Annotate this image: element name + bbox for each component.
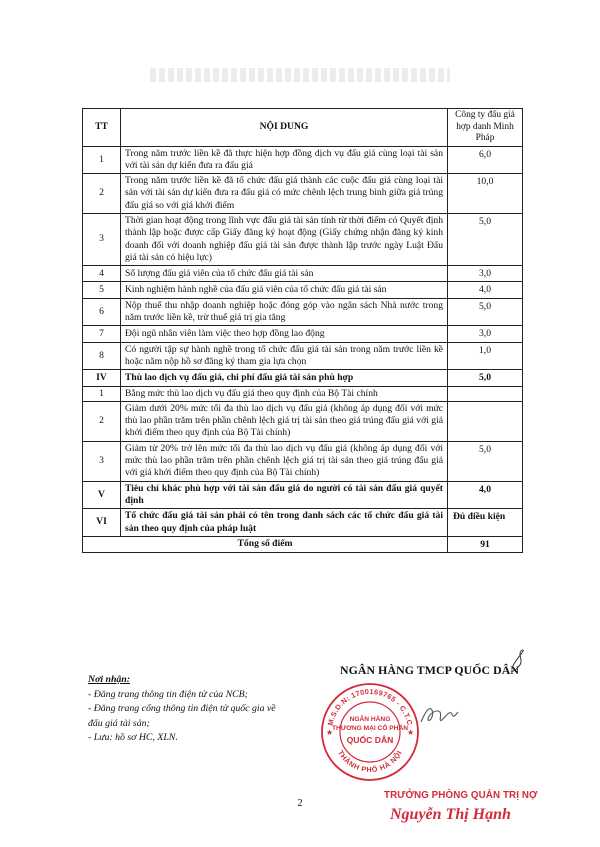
svg-text:THÀNH PHỐ HÀ NỘI: THÀNH PHỐ HÀ NỘI: [335, 748, 404, 775]
table-row: [83, 326, 523, 342]
row-content: Giảm từ 20% trở lên mức tối đa thù lao dịch vụ đấu giá (không áp dụng đối với mức thù lao phần trăm trên phần chênh lệch giá trị tài sản theo giá trúng đấu giá với giá khởi điểm theo quy định của Bộ Tài chính): [121, 441, 448, 481]
row-score: 1,0: [448, 342, 523, 370]
table-row: [83, 509, 523, 537]
row-content: Giảm dưới 20% mức tối đa thù lao dịch vụ đấu giá (không áp dụng đối với mức thù lao phần trăm trên phần chênh lệch giá trị tài sản theo giá trúng đấu giá với giá khởi điểm theo quy định của Bộ Tài chính): [121, 401, 448, 441]
table-row: [83, 146, 523, 174]
faded-header-text: [150, 68, 450, 82]
recipient-item: - Đăng trang cổng thông tin điện tử quốc gia về đấu giá tài sản;: [88, 703, 276, 729]
row-content: Trong năm trước liền kề đã tổ chức đấu giá thành các cuộc đấu giá cùng loại tài sản với tài sản dự kiến đưa ra đấu giá có mức chênh lệch trung bình giữa giá trúng đấu giá so với giá khởi điểm: [121, 174, 448, 214]
company-stamp: [320, 682, 420, 782]
row-number: 3: [83, 213, 121, 265]
row-score: 5,0: [448, 441, 523, 481]
row-number: 8: [83, 342, 121, 370]
page-number: 2: [297, 798, 303, 809]
row-content: Đội ngũ nhân viên làm việc theo hợp đồng lao động: [121, 326, 448, 342]
row-score: 5,0: [448, 298, 523, 326]
total-label: Tổng số điểm: [83, 536, 448, 552]
row-number: IV: [83, 370, 121, 386]
svg-text:M.S.D.N: 1700169765 - C.T.C: M.S.D.N: 1700169765 - C.T.C: [325, 686, 415, 727]
recipients-block: [88, 673, 288, 746]
row-content: Tổ chức đấu giá tài sản phải có tên trong danh sách các tổ chức đấu giá tài sản theo quy định của pháp luật: [121, 509, 448, 537]
row-number: 4: [83, 266, 121, 282]
table-row: [83, 282, 523, 298]
row-number: 2: [83, 401, 121, 441]
row-content: Tiêu chí khác phù hợp với tài sản đấu giá do người có tài sản đấu giá quyết định: [121, 481, 448, 509]
initial-signature-mark: [508, 648, 530, 674]
row-number: 6: [83, 298, 121, 326]
row-score: 10,0: [448, 174, 523, 214]
table-row: [83, 370, 523, 386]
row-score: 3,0: [448, 266, 523, 282]
table-row: [83, 342, 523, 370]
issuer-bank-name: NGÂN HÀNG TMCP QUỐC DÂN: [340, 663, 520, 677]
row-number: 7: [83, 326, 121, 342]
row-content: Kinh nghiệm hành nghề của đấu giá viên của tổ chức đấu giá tài sản: [121, 282, 448, 298]
header-content: NỘI DUNG: [121, 109, 448, 147]
table-row: [83, 298, 523, 326]
row-score: 4,0: [448, 481, 523, 509]
row-content: Bằng mức thù lao dịch vụ đấu giá theo quy định của Bộ Tài chính: [121, 386, 448, 401]
table-row: [83, 386, 523, 401]
header-company: Công ty đấu giá hợp danh Minh Pháp: [448, 109, 523, 147]
row-score: [448, 401, 523, 441]
row-number: 3: [83, 441, 121, 481]
total-value: 91: [448, 536, 523, 552]
svg-text:★: ★: [407, 728, 415, 737]
scoring-table: [82, 108, 523, 553]
row-number: V: [83, 481, 121, 509]
row-score: [448, 386, 523, 401]
recipient-item: - Đăng trang thông tin điện tử của NCB;: [88, 688, 248, 700]
table-header-row: [83, 109, 523, 147]
row-number: 1: [83, 146, 121, 174]
stamp-line-1: NGÂN HÀNG: [349, 716, 391, 723]
row-number: 1: [83, 386, 121, 401]
handwritten-signature: [418, 700, 460, 730]
row-score: 6,0: [448, 146, 523, 174]
row-number: VI: [83, 509, 121, 537]
recipient-item: - Lưu: hồ sơ HC, XLN.: [88, 732, 178, 743]
table-row: [83, 213, 523, 265]
header-tt: TT: [83, 109, 121, 147]
signatory-name: Nguyễn Thị Hạnh: [390, 806, 511, 823]
row-score: 3,0: [448, 326, 523, 342]
row-number: 2: [83, 174, 121, 214]
stamp-line-3: QUỐC DÂN: [346, 735, 394, 745]
signatory-title: TRƯỞNG PHÒNG QUẢN TRỊ NỢ: [384, 790, 538, 801]
row-number: 5: [83, 282, 121, 298]
table-total-row: [83, 536, 523, 552]
row-content: Trong năm trước liền kề đã thực hiện hợp đồng dịch vụ đấu giá cùng loại tài sản với tài sản dự kiến đưa ra đấu giá: [121, 146, 448, 174]
row-content: Số lượng đấu giá viên của tổ chức đấu giá tài sản: [121, 266, 448, 282]
row-score: Đủ điều kiện: [448, 509, 523, 537]
row-score: 5,0: [448, 370, 523, 386]
table-row: [83, 481, 523, 509]
stamp-line-2: THƯƠNG MẠI CỔ PHẦN: [332, 725, 408, 732]
row-content: Có người tập sự hành nghề trong tổ chức đấu giá tài sản trong năm trước liền kề hoặc năm nộp hồ sơ đăng ký tham gia lựa chọn: [121, 342, 448, 370]
row-score: 4,0: [448, 282, 523, 298]
row-content: Thời gian hoạt động trong lĩnh vực đấu giá tài sản tính từ thời điểm có Quyết định thành lập hoặc được cấp Giấy đăng ký hoạt động (Giấy chứng nhận đăng ký kinh doanh đối với doanh nghiệp đấu giá tài sản được thành lập trước ngày Luật Đấu giá tài sản có hiệu lực): [121, 213, 448, 265]
table-row: [83, 266, 523, 282]
row-score: 5,0: [448, 213, 523, 265]
svg-text:★: ★: [326, 728, 334, 737]
row-content: Nộp thuế thu nhập doanh nghiệp hoặc đóng góp vào ngân sách Nhà nước trong năm trước liền kề, trừ thuế giá trị gia tăng: [121, 298, 448, 326]
table-body: [83, 146, 523, 553]
table-row: [83, 174, 523, 214]
row-content: Thù lao dịch vụ đấu giá, chi phí đấu giá tài sản phù hợp: [121, 370, 448, 386]
table-row: [83, 401, 523, 441]
table-row: [83, 441, 523, 481]
recipients-heading: Nơi nhận:: [88, 674, 131, 685]
